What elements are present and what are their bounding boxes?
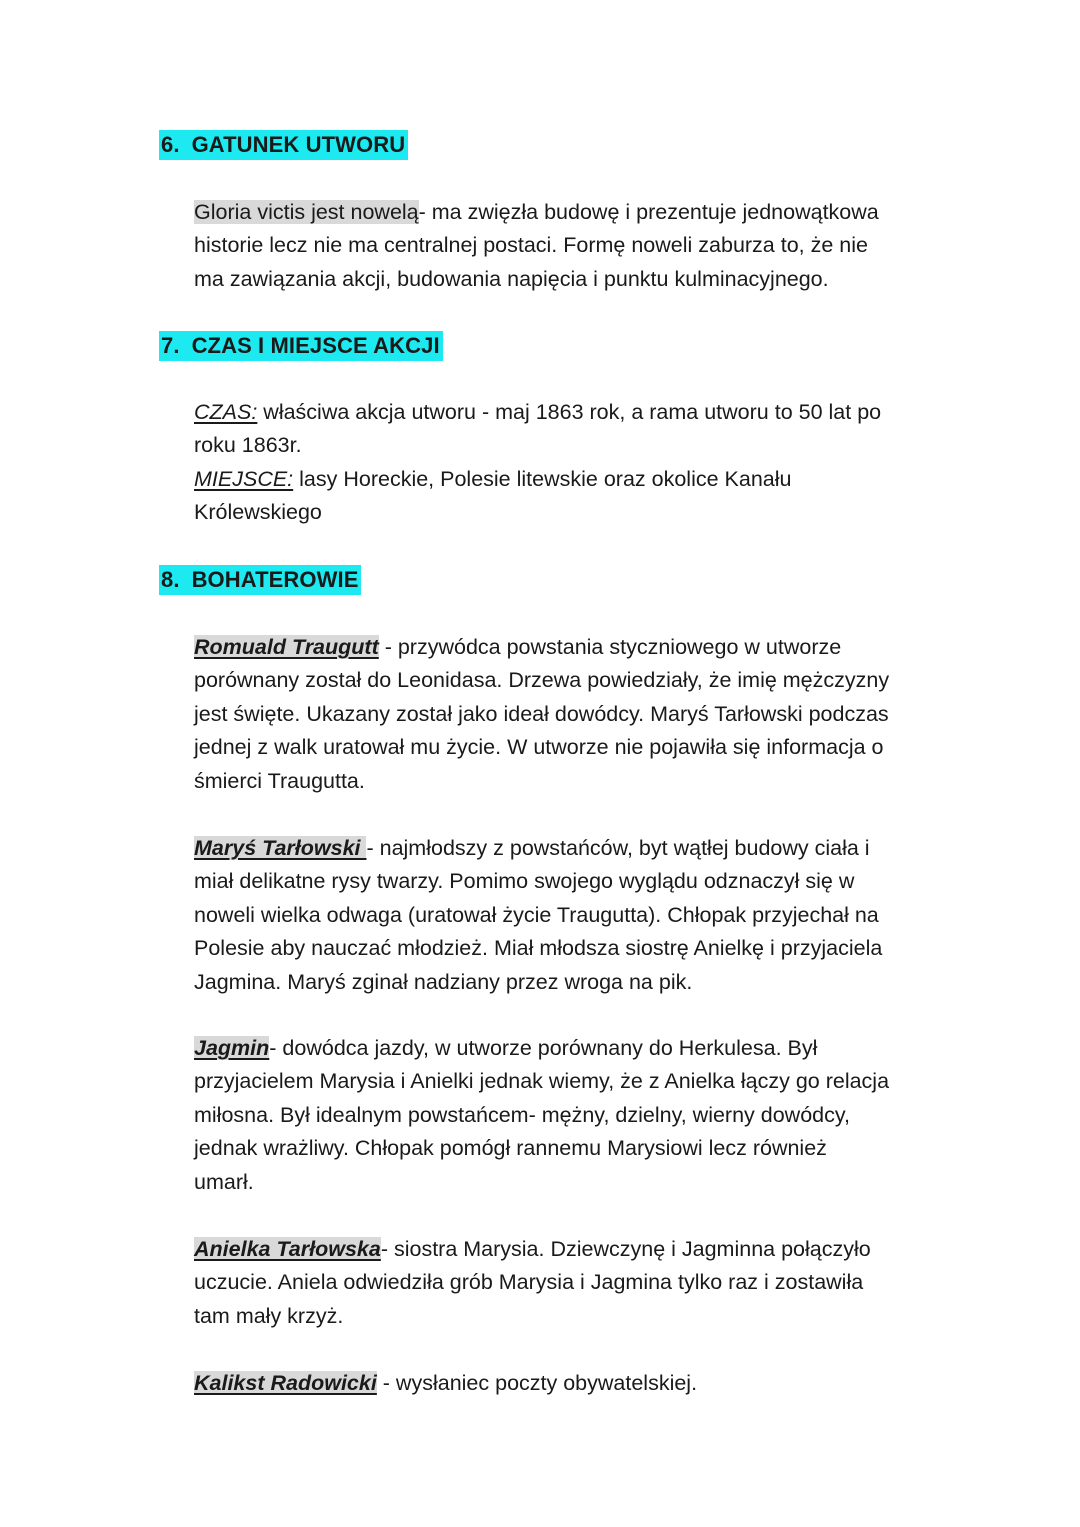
paragraph-line: ma zawiązania akcji, budowania napięcia i punktu kulminacyjnego. [194, 266, 829, 291]
section-8-title: BOHATEROWIE [191, 567, 359, 592]
paragraph-line: uczucie. Aniela odwiedziła grób Marysia i Jagmina tylko raz i zostawiła [194, 1270, 864, 1295]
paragraph-line: Królewskiego [194, 500, 322, 525]
character-desc: - wysłaniec poczty obywatelskiej. [376, 1371, 698, 1395]
paragraph-line [194, 396, 964, 429]
character-kalikst-radowicki [194, 1367, 964, 1400]
section-7-number: 7. [161, 333, 180, 358]
paragraph-line: roku 1863r. [194, 433, 302, 458]
character-marys-tarlowski [194, 832, 964, 999]
genre-rest: - ma zwięzła budowę i prezentuje jednowątkowa [418, 200, 879, 224]
section-6-paragraph [194, 196, 964, 296]
paragraph-line: porównany został do Leonidasa. Drzewa powiedziały, że imię mężczyzny [194, 668, 890, 693]
czas-label: CZAS: [194, 400, 258, 424]
paragraph-line [194, 1233, 964, 1266]
character-name: Maryś Tarłowski [194, 836, 367, 860]
paragraph-line [194, 1032, 964, 1065]
paragraph-line: jednak wrażliwy. Chłopak pomógł rannemu Marysiowi lecz również [194, 1136, 827, 1161]
section-6-heading [159, 130, 408, 160]
character-name: Anielka Tarłowska [194, 1237, 381, 1261]
czas-text: właściwa akcja utworu - maj 1863 rok, a rama utworu to 50 lat po [257, 400, 882, 424]
section-6-title: GATUNEK UTWORU [191, 132, 406, 157]
paragraph-line [194, 196, 964, 229]
paragraph-line [194, 631, 964, 664]
character-name: Kalikst Radowicki [194, 1371, 377, 1395]
character-name: Jagmin [194, 1036, 270, 1060]
paragraph-line: noweli wielka odwaga (uratował życie Traugutta). Chłopak przyjechał na [194, 902, 879, 927]
section-7-title: CZAS I MIEJSCE AKCJI [191, 333, 440, 358]
paragraph-line: Polesie aby nauczać młodzież. Miał młodsza siostrę Anielkę i przyjaciela [194, 936, 883, 961]
character-desc: - najmłodszy z powstańców, byt wątłej budowy ciała i [366, 836, 870, 860]
paragraph-line: historie lecz nie ma centralnej postaci. Formę noweli zaburza to, że nie [194, 233, 868, 258]
paragraph-line: śmierci Traugutta. [194, 768, 365, 793]
character-romuald-traugutt [194, 631, 964, 798]
paragraph-line: tam mały krzyż. [194, 1303, 344, 1328]
character-jagmin [194, 1032, 964, 1199]
paragraph-line: Jagmina. Maryś zginał nadziany przez wroga na pik. [194, 969, 693, 994]
paragraph-line: miał delikatne rysy twarzy. Pomimo swojego wyglądu odznaczył się w [194, 869, 855, 894]
miejsce-label: MIEJSCE: [194, 466, 294, 491]
paragraph-line: przyjacielem Marysia i Anielki jednak wiemy, że z Anielka łączy go relacja [194, 1069, 890, 1094]
paragraph-line [194, 1367, 964, 1400]
paragraph-line [194, 463, 964, 496]
section-7-paragraph [194, 396, 964, 530]
character-name: Romuald Traugutt [194, 635, 379, 659]
paragraph-line: jest święte. Ukazany został jako ideał dowódcy. Maryś Tarłowski podczas [194, 701, 889, 726]
character-anielka-tarlowska [194, 1233, 964, 1333]
section-8-heading [159, 565, 361, 595]
paragraph-line: umarł. [194, 1169, 254, 1194]
section-8-number: 8. [161, 567, 180, 592]
paragraph-line: miłosna. Był idealnym powstańcem- mężny, dzielny, wierny dowódcy, [194, 1102, 851, 1127]
character-desc: - siostra Marysia. Dziewczynę i Jagminna połączyło [380, 1237, 871, 1261]
character-desc: - dowódca jazdy, w utworze porównany do Herkulesa. Był [269, 1036, 818, 1060]
miejsce-text: lasy Horeckie, Polesie litewskie oraz okolice Kanału [293, 466, 792, 491]
section-6-number: 6. [161, 132, 180, 157]
paragraph-line: jednej z walk uratował mu życie. W utworze nie pojawiła się informacja o [194, 735, 884, 760]
character-desc: - przywódca powstania styczniowego w utworze [378, 635, 842, 659]
paragraph-line [194, 832, 964, 865]
genre-highlight: Gloria victis jest nowelą [194, 200, 419, 224]
section-7-heading [159, 331, 443, 361]
